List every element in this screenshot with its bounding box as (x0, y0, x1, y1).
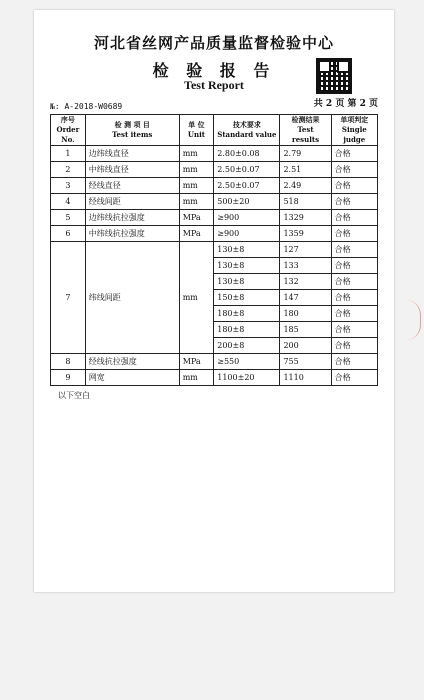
result-cell: 1110 (280, 370, 331, 386)
result-cell: 185 (280, 322, 331, 338)
result-cell: 2.79 (280, 146, 331, 162)
order-cell: 6 (51, 226, 86, 242)
result-cell: 2.49 (280, 178, 331, 194)
standard-cell: 2.50±0.07 (214, 178, 280, 194)
standard-cell: 180±8 (214, 306, 280, 322)
table-row (51, 178, 378, 194)
item-cell: 经线抗拉强度 (85, 354, 179, 370)
item-cell: 网宽 (85, 370, 179, 386)
judge-cell: 合格 (331, 306, 377, 322)
standard-cell: 1100±20 (214, 370, 280, 386)
unit-cell: mm (179, 162, 214, 178)
judge-cell: 合格 (331, 354, 377, 370)
table-row (51, 370, 378, 386)
report-page (34, 10, 394, 592)
judge-cell: 合格 (331, 210, 377, 226)
table-row (51, 146, 378, 162)
unit-cell: mm (179, 242, 214, 354)
unit-cell: MPa (179, 354, 214, 370)
col-order: 序号 Order No. (51, 115, 86, 146)
order-cell: 4 (51, 194, 86, 210)
table-row (51, 194, 378, 210)
table-row (51, 226, 378, 242)
standard-cell: 180±8 (214, 322, 280, 338)
standard-cell: 500±20 (214, 194, 280, 210)
col-result: 检测结果 Test results (280, 115, 331, 146)
table-header-row (51, 115, 378, 146)
result-cell: 2.51 (280, 162, 331, 178)
judge-cell: 合格 (331, 370, 377, 386)
judge-cell: 合格 (331, 274, 377, 290)
judge-cell: 合格 (331, 258, 377, 274)
item-cell: 经线直径 (85, 178, 179, 194)
result-cell: 200 (280, 338, 331, 354)
judge-cell: 合格 (331, 178, 377, 194)
standard-cell: ≥550 (214, 354, 280, 370)
unit-cell: MPa (179, 226, 214, 242)
result-cell: 755 (280, 354, 331, 370)
report-title-cn: 检 验 报 告 (152, 61, 276, 80)
standard-cell: 130±8 (214, 258, 280, 274)
unit-cell: mm (179, 194, 214, 210)
order-cell: 7 (51, 242, 86, 354)
seal-stamp-edge (406, 300, 421, 340)
judge-cell: 合格 (331, 290, 377, 306)
table-row (51, 162, 378, 178)
unit-cell: mm (179, 370, 214, 386)
result-cell: 147 (280, 290, 331, 306)
result-cell: 1329 (280, 210, 331, 226)
qr-code-icon (316, 58, 352, 94)
judge-cell: 合格 (331, 162, 377, 178)
standard-cell: 130±8 (214, 274, 280, 290)
judge-cell: 合格 (331, 322, 377, 338)
unit-cell: mm (179, 178, 214, 194)
blank-below-note: 以下空白 (58, 391, 90, 400)
standard-cell: 130±8 (214, 242, 280, 258)
col-standard: 技术要求 Standard value (214, 115, 280, 146)
item-cell: 边纬线抗拉强度 (85, 210, 179, 226)
standard-cell: 2.80±0.08 (214, 146, 280, 162)
result-cell: 133 (280, 258, 331, 274)
col-unit: 单 位 Unit (179, 115, 214, 146)
standard-cell: 2.50±0.07 (214, 162, 280, 178)
standard-cell: 200±8 (214, 338, 280, 354)
order-cell: 2 (51, 162, 86, 178)
order-cell: 8 (51, 354, 86, 370)
judge-cell: 合格 (331, 242, 377, 258)
judge-cell: 合格 (331, 338, 377, 354)
table-row (51, 210, 378, 226)
report-number: №: A-2018-W0689 (50, 102, 123, 111)
result-cell: 518 (280, 194, 331, 210)
result-cell: 127 (280, 242, 331, 258)
unit-cell: MPa (179, 210, 214, 226)
item-cell: 边纬线直径 (85, 146, 179, 162)
page-info: 共 2 页 第 2 页 (313, 99, 378, 109)
report-title-en: Test Report (184, 78, 244, 92)
standard-cell: 150±8 (214, 290, 280, 306)
table-body (51, 146, 378, 386)
order-cell: 9 (51, 370, 86, 386)
unit-cell: mm (179, 146, 214, 162)
order-cell: 5 (51, 210, 86, 226)
item-cell: 经线间距 (85, 194, 179, 210)
order-cell: 3 (51, 178, 86, 194)
result-cell: 132 (280, 274, 331, 290)
standard-cell: ≥900 (214, 210, 280, 226)
standard-cell: ≥900 (214, 226, 280, 242)
table-row (51, 354, 378, 370)
col-item: 检 测 项 目 Test items (85, 115, 179, 146)
organization-name: 河北省丝网产品质量监督检验中心 (93, 34, 334, 52)
judge-cell: 合格 (331, 226, 377, 242)
judge-cell: 合格 (331, 194, 377, 210)
test-results-table (50, 114, 378, 386)
col-judge: 单项判定 Single judge (331, 115, 377, 146)
item-cell: 中纬线抗拉强度 (85, 226, 179, 242)
item-cell: 中纬线直径 (85, 162, 179, 178)
order-cell: 1 (51, 146, 86, 162)
judge-cell: 合格 (331, 146, 377, 162)
item-cell: 纬线间距 (85, 242, 179, 354)
table-row (51, 242, 378, 258)
result-cell: 180 (280, 306, 331, 322)
result-cell: 1359 (280, 226, 331, 242)
